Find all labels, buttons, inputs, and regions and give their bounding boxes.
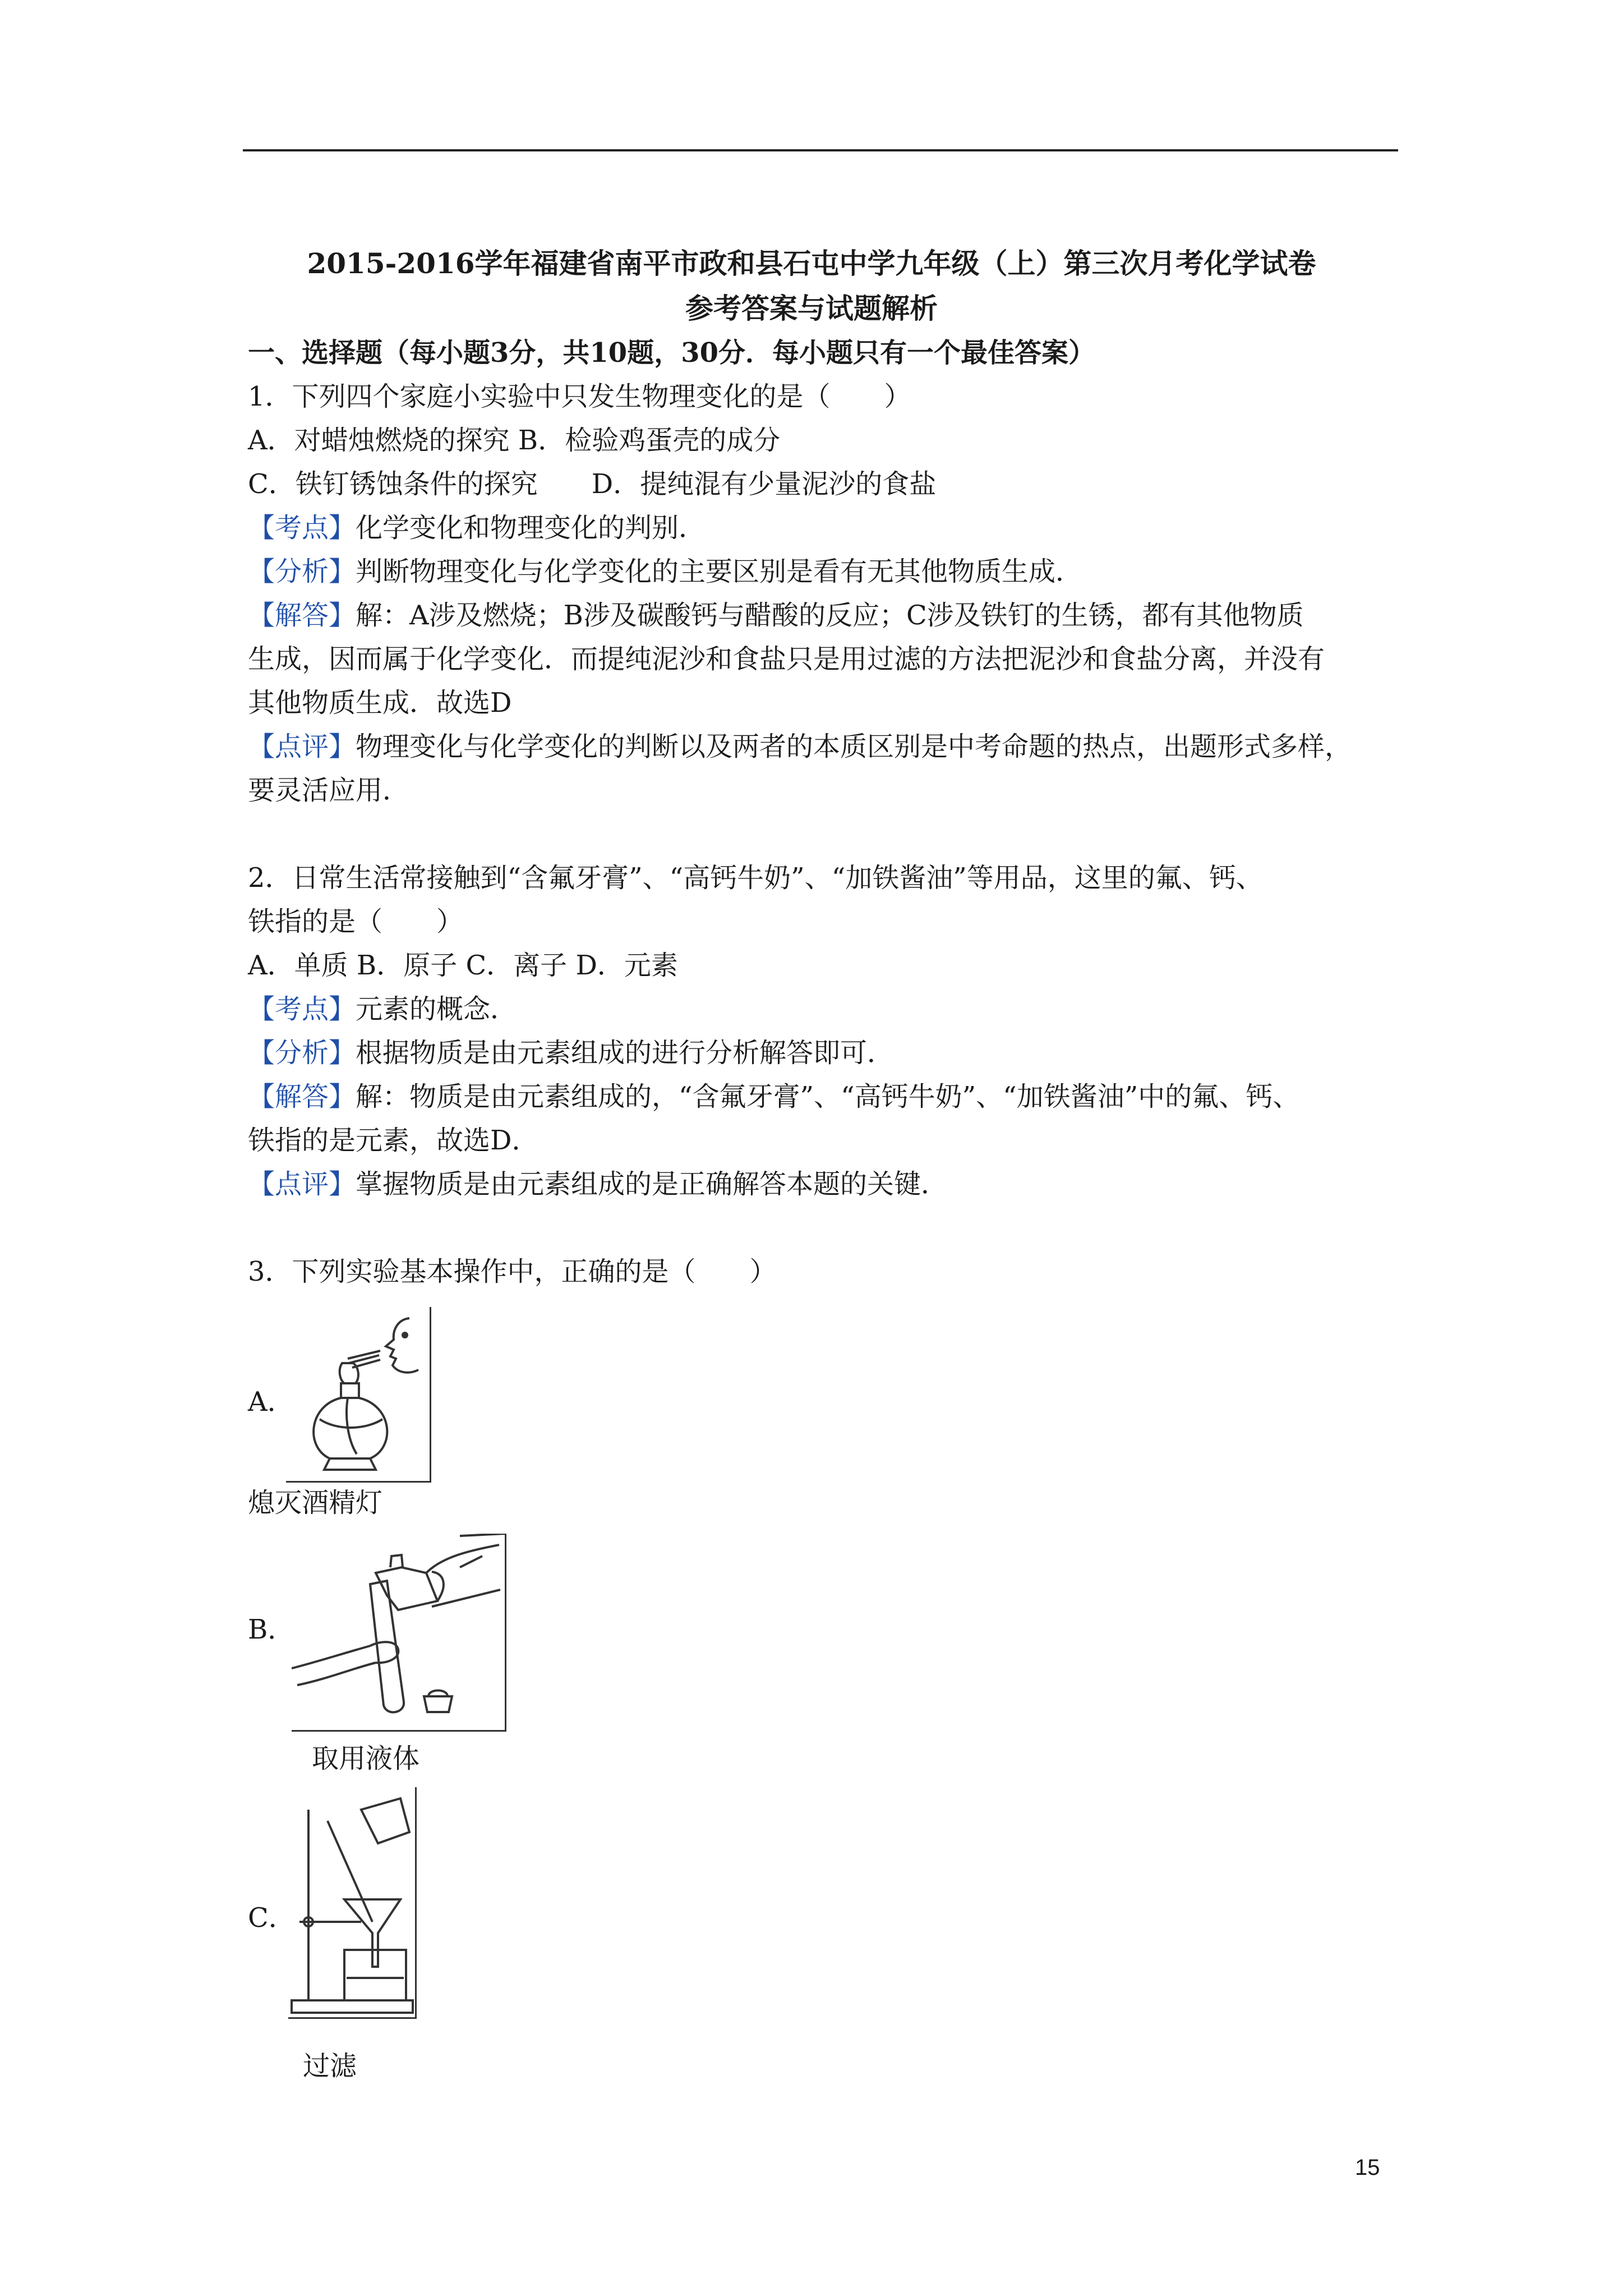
kaodian-tag: 【考点】: [248, 993, 356, 1025]
q2-kaodian: [248, 987, 517, 1031]
q2-dianping: [248, 1162, 948, 1206]
q1-options-ab: A．对蜡烛燃烧的探究 B．检验鸡蛋壳的成分: [248, 425, 781, 456]
page-number: 15: [1355, 2155, 1380, 2180]
q1-fenxi: [248, 550, 1082, 593]
q3-option-b-caption: 取用液体: [312, 1743, 420, 1774]
q1-jieda: [248, 593, 1304, 637]
q2-stem-1: 2．日常生活常接触到“含氟牙膏”、“高钙牛奶”、“加铁酱油”等用品，这里的氟、钙、: [248, 862, 1263, 894]
q1-stem: 1．下列四个家庭小实验中只发生物理变化的是（ ）: [248, 381, 911, 412]
kaodian-tag: 【考点】: [248, 512, 356, 544]
q2-jieda-text-2: 铁指的是元素，故选D．: [248, 1125, 539, 1156]
q2-stem-2: 铁指的是（ ）: [248, 906, 464, 937]
fenxi-tag: 【分析】: [248, 556, 356, 587]
pour-liquid-figure: [292, 1534, 506, 1732]
q3-stem: 3．下列实验基本操作中，正确的是（ ）: [248, 1256, 777, 1287]
q2-fenxi-text: 根据物质是由元素组成的进行分析解答即可．: [356, 1037, 895, 1069]
q3-option-c-label: C．: [248, 1902, 296, 1934]
q2-dianping-text: 掌握物质是由元素组成的是正确解答本题的关键．: [356, 1168, 948, 1200]
section-heading: 一、选择题（每小题3分，共10题，30分．每小题只有一个最佳答案）: [248, 337, 1095, 369]
q3-option-c-caption: 过滤: [303, 2050, 357, 2082]
q2-jieda-text-1: 解：物质是由元素组成的，“含氟牙膏”、“高钙牛奶”、“加铁酱油”中的氟、钙、: [356, 1081, 1300, 1112]
document-title: 2015-2016学年福建省南平市政和县石屯中学九年级（上）第三次月考化学试卷: [307, 247, 1316, 280]
jieda-tag: 【解答】: [248, 1081, 356, 1112]
q3-option-b-label: B．: [248, 1614, 295, 1645]
q1-dianping-text-2: 要灵活应用．: [248, 775, 410, 806]
alcohol-lamp-figure: [286, 1307, 431, 1483]
q1-jieda-text-1: 解：A涉及燃烧；B涉及碳酸钙与醋酸的反应；C涉及铁钉的生锈，都有其他物质: [356, 600, 1304, 631]
q1-kaodian: [248, 506, 706, 550]
q1-options-cd: C．铁钉锈蚀条件的探究 D．提纯混有少量泥沙的食盐: [248, 468, 937, 500]
filtration-figure: [288, 1787, 417, 2019]
q1-dianping: [248, 725, 1352, 769]
q1-fenxi-text: 判断物理变化与化学变化的主要区别是看有无其他物质生成．: [356, 556, 1083, 587]
dianping-tag: 【点评】: [248, 731, 356, 762]
jieda-tag: 【解答】: [248, 600, 356, 631]
q2-fenxi: [248, 1031, 894, 1075]
q1-kaodian-text: 化学变化和物理变化的判别．: [356, 512, 706, 544]
q2-kaodian-text: 元素的概念．: [356, 993, 518, 1025]
dianping-tag: 【点评】: [248, 1168, 356, 1200]
header-rule: [243, 149, 1398, 151]
q2-jieda: [248, 1075, 1299, 1119]
q3-option-a-caption: 熄灭酒精灯: [248, 1487, 383, 1519]
q1-jieda-text-3: 其他物质生成．故选D: [248, 687, 512, 719]
q1-jieda-text-2: 生成，因而属于化学变化．而提纯泥沙和食盐只是用过滤的方法把泥沙和食盐分离，并没有: [248, 643, 1325, 675]
q3-option-a-label: A．: [248, 1386, 294, 1418]
document-subtitle: 参考答案与试题解析: [685, 292, 938, 325]
fenxi-tag: 【分析】: [248, 1037, 356, 1069]
q2-options: A．单质 B．原子 C．离子 D．元素: [248, 950, 678, 981]
q1-dianping-text-1: 物理变化与化学变化的判断以及两者的本质区别是中考命题的热点，出题形式多样，: [356, 731, 1352, 762]
